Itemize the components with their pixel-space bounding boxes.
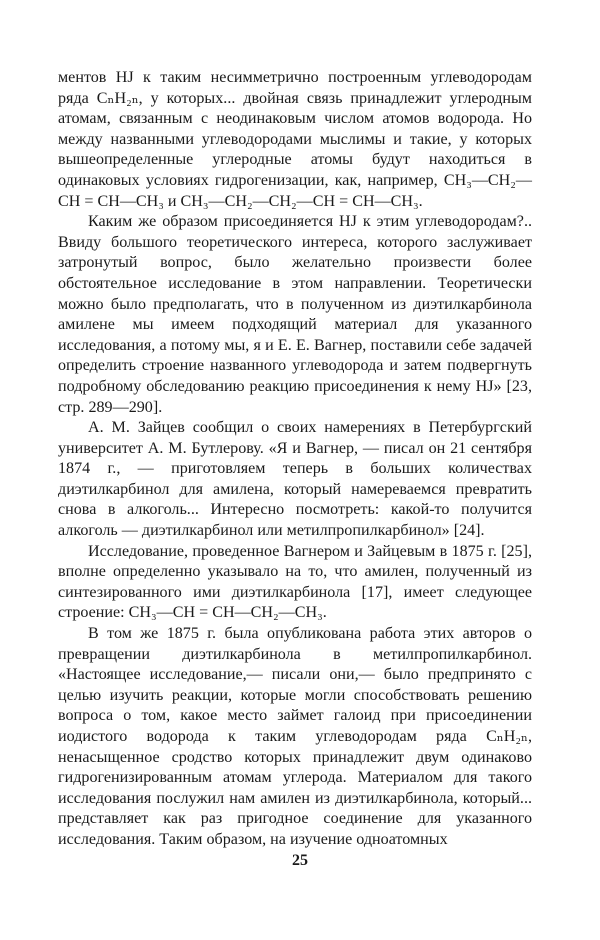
paragraph-5: В том же 1875 г. была опубликована работа этих авторов о превращении диэтилкарбинола в метилпропилкарбинол. «Настоящее исследование,— писали они,— было предпринято с целью изучить реакции, которые могли способствовать решению вопроса о том, какое место займет галоид при присоединении иодистого водорода к таким углеводородам ряда CₙH₂ₙ, ненасыщенное сродство которых принадлежит двум одинаково гидрогенизированным атомам углерода. Материалом для такого исследования послужил нам амилен из диэтилкарбинола, который... представляет как раз пригодное соединение для указанного исследования. Таким образом, на изучение одноатомных	[58, 625, 532, 848]
page-number: 25	[292, 852, 308, 869]
paragraph-1: ментов HJ к таким несимметрично построенным углеводородам ряда CₙH₂ₙ, у которых... двойная связь принадлежит углеродным атомам, связанным с неодинаковым числом атомов водорода. Но между названными углеводородами мыслимы и такие, у которых вышеопределенные углеродные атомы будут находиться в одинаковых условиях гидрогенизации, как, например, CH₃—CH₂—CH = CH—CH₃ и CH₃—CH₂—CH₂—CH = CH—CH₃.	[58, 69, 532, 210]
page-text-block	[58, 68, 532, 851]
paragraph-3: А. М. Зайцев сообщил о своих намерениях в Петербургский университет А. М. Бутлерову. «Я и Вагнер, — писал он 21 сентября 1874 г., — приготовляем теперь в больших количествах диэтилкарбинол для амилена, который намереваемся превратить снова в алкоголь... Интересно посмотреть: какой-то получится алкоголь — диэтилкарбинол или метилпропилкарбинол» [24].	[58, 419, 532, 540]
paragraph-4: Исследование, проведенное Вагнером и Зайцевым в 1875 г. [25], вполне определенно указывало на то, что амилен, полученный из синтезированного ими диэтилкарбинола [17], имеет следующее строение: CH₃—CH = CH—CH₂—CH₃.	[58, 542, 532, 622]
paragraph-2: Каким же образом присоединяется HJ к этим углеводородам?.. Ввиду большого теоретического интереса, которого заслуживает затронутый вопрос, было желательно произвести более обстоятельное исследование в этом направлении. Теоретически можно было предполагать, что в полученном из диэтилкарбинола амилене мы имеем подходящий материал для указанного исследования, а потому мы, я и Е. Е. Вагнер, поставили себе задачей определить строение названного углеводорода и затем подвергнуть подробному обследованию реакцию присоединения к нему HJ» [23, стр. 289—290].	[58, 213, 532, 416]
